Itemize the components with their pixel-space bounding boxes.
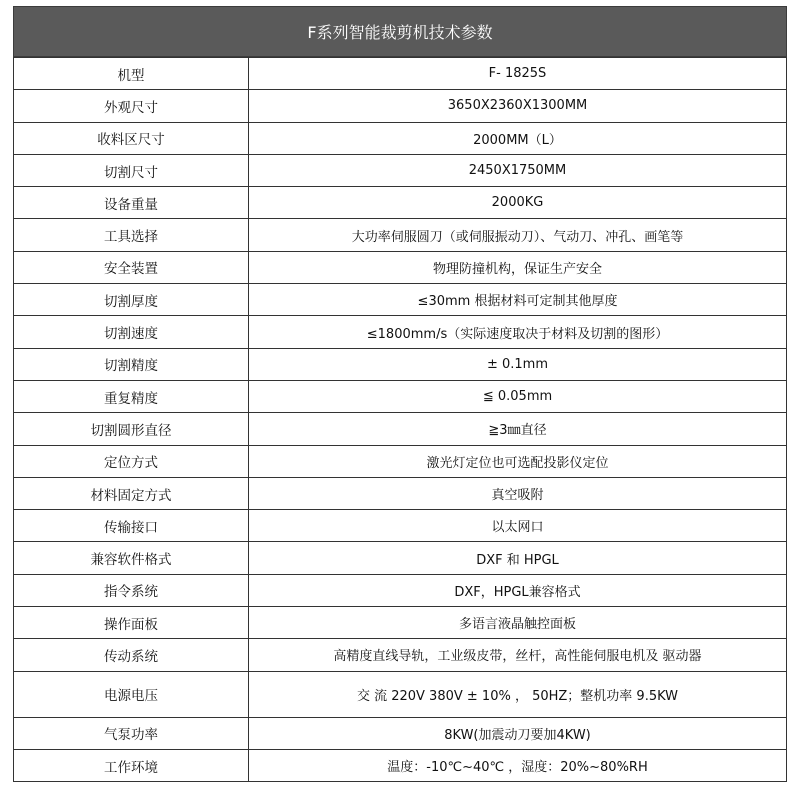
table-row <box>14 510 787 542</box>
row-value: 真空吸附 <box>249 477 787 509</box>
row-label: 切割尺寸 <box>14 154 249 186</box>
row-value: DXF，HPGL兼容格式 <box>249 574 787 606</box>
row-label: 切割精度 <box>14 348 249 380</box>
row-label: 重复精度 <box>14 380 249 412</box>
row-value: 多语言液晶触控面板 <box>249 607 787 639</box>
row-value: ≤30mm 根据材料可定制其他厚度 <box>249 284 787 316</box>
table-row <box>14 607 787 639</box>
spec-sheet <box>13 6 787 782</box>
table-row <box>14 284 787 316</box>
row-label: 切割速度 <box>14 316 249 348</box>
row-value: 2000KG <box>249 187 787 219</box>
row-label: 设备重量 <box>14 187 249 219</box>
row-label: 安全装置 <box>14 251 249 283</box>
table-row <box>14 542 787 574</box>
row-value: ≤1800mm/s（实际速度取决于材料及切割的图形） <box>249 316 787 348</box>
row-label: 电源电压 <box>14 671 249 717</box>
table-row <box>14 574 787 606</box>
row-label: 传输接口 <box>14 510 249 542</box>
row-label: 指令系统 <box>14 574 249 606</box>
row-label: 收料区尺寸 <box>14 122 249 154</box>
table-row <box>14 90 787 122</box>
row-label: 切割圆形直径 <box>14 413 249 445</box>
row-value: 2000MM（L） <box>249 122 787 154</box>
row-value: 3650X2360X1300MM <box>249 90 787 122</box>
row-value: DXF 和 HPGL <box>249 542 787 574</box>
table-row <box>14 639 787 671</box>
table-row <box>14 477 787 509</box>
row-label: 传动系统 <box>14 639 249 671</box>
row-value: ≧3㎜直径 <box>249 413 787 445</box>
row-label: 操作面板 <box>14 607 249 639</box>
table-row <box>14 445 787 477</box>
row-value: 物理防撞机构，保证生产安全 <box>249 251 787 283</box>
table-row <box>14 380 787 412</box>
table-row <box>14 413 787 445</box>
table-row <box>14 348 787 380</box>
row-label: 工作环境 <box>14 749 249 781</box>
row-label: 兼容软件格式 <box>14 542 249 574</box>
row-value: 交 流 220V 380V ± 10% ， 50HZ；整机功率 9.5KW <box>249 671 787 717</box>
table-row <box>14 749 787 781</box>
row-label: 工具选择 <box>14 219 249 251</box>
row-value: 2450X1750MM <box>249 154 787 186</box>
table-row <box>14 154 787 186</box>
spec-table <box>13 57 787 782</box>
row-value: ± 0.1mm <box>249 348 787 380</box>
row-value: F- 1825S <box>249 58 787 90</box>
table-title: F系列智能裁剪机技术参数 <box>13 6 787 57</box>
table-row <box>14 187 787 219</box>
row-value: ≦ 0.05mm <box>249 380 787 412</box>
row-value: 以太网口 <box>249 510 787 542</box>
table-row <box>14 251 787 283</box>
table-row <box>14 717 787 749</box>
row-label: 定位方式 <box>14 445 249 477</box>
row-value: 大功率伺服圆刀（或伺服振动刀）、气动刀、冲孔、画笔等 <box>249 219 787 251</box>
table-row <box>14 122 787 154</box>
row-label: 外观尺寸 <box>14 90 249 122</box>
table-row <box>14 671 787 717</box>
row-label: 机型 <box>14 58 249 90</box>
row-value: 激光灯定位也可选配投影仪定位 <box>249 445 787 477</box>
row-value: 高精度直线导轨，工业级皮带，丝杆，高性能伺服电机及 驱动器 <box>249 639 787 671</box>
row-value: 温度：-10℃~40℃ ，湿度：20%~80%RH <box>249 749 787 781</box>
table-row <box>14 316 787 348</box>
row-label: 切割厚度 <box>14 284 249 316</box>
table-row <box>14 58 787 90</box>
row-label: 气泵功率 <box>14 717 249 749</box>
row-value: 8KW(加震动刀要加4KW) <box>249 717 787 749</box>
row-label: 材料固定方式 <box>14 477 249 509</box>
table-row <box>14 219 787 251</box>
